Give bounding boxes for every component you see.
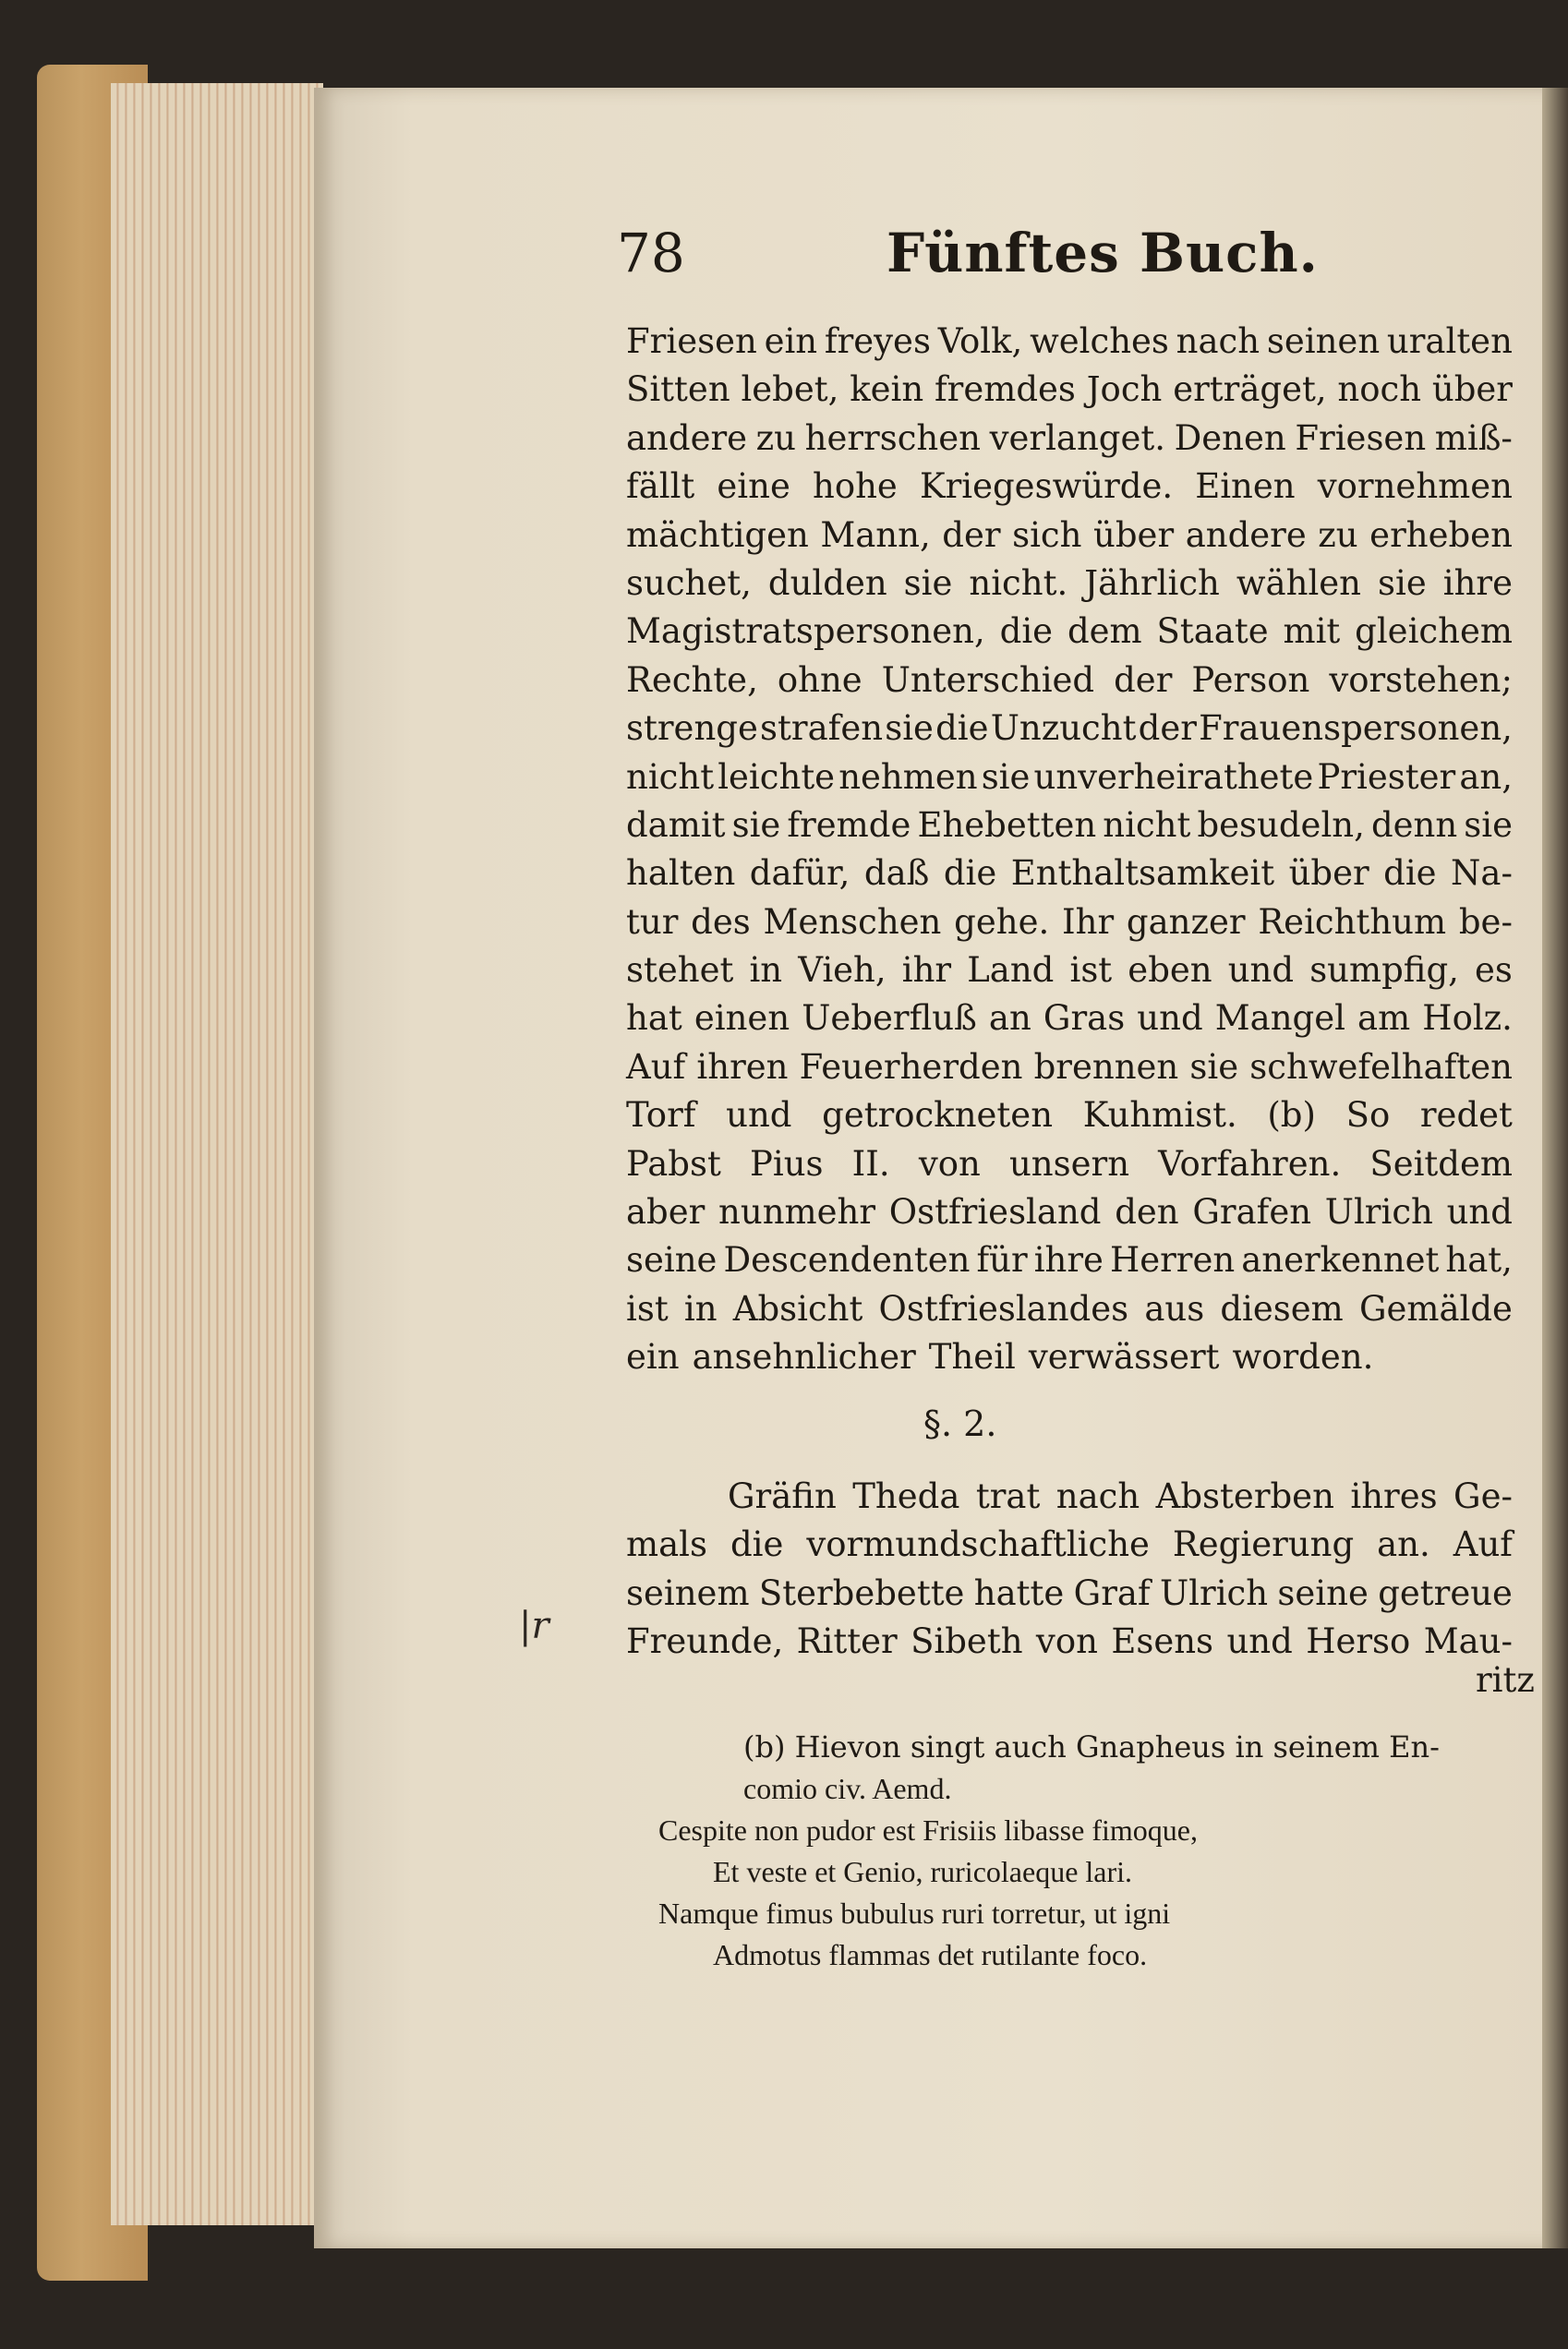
- text-line: [626, 1140, 1513, 1188]
- word: worden.: [1232, 1337, 1374, 1378]
- word: suchet,: [626, 562, 752, 603]
- word: nehmen: [838, 756, 978, 797]
- word: sie: [1464, 804, 1513, 845]
- word: vornehmen: [1317, 466, 1513, 507]
- word: strenge: [626, 708, 758, 749]
- text-line: [626, 801, 1513, 849]
- word: welches: [1030, 321, 1169, 361]
- word: Ulrich: [1159, 1572, 1269, 1613]
- paragraph-2: [626, 1473, 1513, 1667]
- word: lebet,: [741, 369, 839, 410]
- word: erheben: [1369, 514, 1513, 555]
- handwritten-margin-note: |r: [519, 1605, 549, 1647]
- word: hat: [626, 998, 682, 1039]
- word: gleichem: [1355, 611, 1513, 652]
- word: eben: [1128, 950, 1212, 991]
- page-gutter-shadow: [1542, 88, 1568, 2248]
- word: fremde: [787, 804, 911, 845]
- text-line: [626, 366, 1513, 414]
- word: be-: [1458, 901, 1513, 942]
- text-line: [626, 463, 1513, 511]
- word: mals: [626, 1524, 707, 1565]
- word: Pius: [749, 1143, 824, 1184]
- word: Freunde,: [626, 1621, 784, 1662]
- text-line: [626, 1043, 1513, 1091]
- word: andere: [1185, 514, 1307, 555]
- word: uralten: [1386, 321, 1513, 361]
- word: nach: [1176, 321, 1260, 361]
- word: Theil: [928, 1337, 1016, 1378]
- word: ohne: [777, 659, 862, 700]
- word: trat: [975, 1476, 1041, 1516]
- word: Magistratspersonen,: [626, 611, 985, 652]
- word: tur: [626, 901, 679, 942]
- word: Kuhmist.: [1082, 1095, 1237, 1136]
- word: der: [1138, 708, 1197, 749]
- text-line: [626, 318, 1513, 366]
- word: ihre: [1442, 562, 1513, 603]
- word: herrschen: [804, 417, 981, 458]
- text-line: [626, 1618, 1513, 1666]
- word: für: [976, 1240, 1028, 1281]
- word: stehet: [626, 950, 734, 991]
- word: Vorfahren.: [1158, 1143, 1342, 1184]
- word: Friesen: [626, 321, 757, 361]
- word: Graf: [1073, 1572, 1151, 1613]
- word: Regierung: [1172, 1524, 1355, 1565]
- word: der: [942, 514, 1001, 555]
- word: halten: [626, 853, 736, 894]
- page-stack-edges: [111, 83, 323, 2225]
- word: Ehebetten: [917, 804, 1097, 845]
- word: hatte: [973, 1572, 1065, 1613]
- word: Person: [1191, 659, 1310, 700]
- word: (b): [1267, 1095, 1316, 1136]
- text-line: [626, 705, 1513, 753]
- word: unverheirathete: [1033, 756, 1314, 797]
- word: die: [1383, 853, 1437, 894]
- word: Gemälde: [1358, 1288, 1513, 1329]
- word: Absicht: [732, 1288, 863, 1329]
- word: sumpfig,: [1309, 950, 1459, 991]
- word: Unzucht: [990, 708, 1137, 749]
- word: Pabst: [626, 1143, 721, 1184]
- footnote-line: (b) Hievon singt auch Gnapheus in seinem En-: [743, 1729, 1440, 1765]
- word: nunmehr: [718, 1192, 876, 1233]
- word: über: [1431, 369, 1513, 410]
- word: dem: [1067, 611, 1142, 652]
- word: Jährlich: [1084, 562, 1220, 603]
- word: nicht.: [969, 562, 1068, 603]
- word: leichte: [718, 756, 836, 797]
- word: Ulrich: [1324, 1192, 1433, 1233]
- word: Gras: [1043, 998, 1126, 1039]
- text-line: [626, 657, 1513, 705]
- word: hohe: [812, 466, 898, 507]
- word: an,: [1459, 756, 1513, 797]
- word: und: [1446, 1192, 1513, 1233]
- footnote-verse-line: Cespite non pudor est Frisiis libasse fimoque,: [658, 1813, 1198, 1847]
- word: aus: [1144, 1288, 1205, 1329]
- word: über: [1288, 853, 1369, 894]
- word: erträget,: [1173, 369, 1327, 410]
- footnote-verse-line: Admotus flammas det rutilante foco.: [713, 1938, 1148, 1971]
- word: Feuerherden: [799, 1046, 1023, 1087]
- word: ganzer: [1126, 901, 1246, 942]
- word: die: [935, 708, 989, 749]
- word: verlanget.: [989, 417, 1166, 458]
- word: Unterschied: [881, 659, 1095, 700]
- word: getrockneten: [822, 1095, 1054, 1136]
- word: Menschen: [763, 901, 942, 942]
- word: ihres: [1350, 1476, 1438, 1516]
- word: Mann,: [820, 514, 931, 555]
- word: andere: [626, 417, 748, 458]
- word: an.: [1377, 1524, 1430, 1565]
- text-line: [626, 1473, 1513, 1521]
- word: Seitdem: [1369, 1143, 1513, 1184]
- word: redet: [1419, 1095, 1513, 1136]
- word: anerkennet: [1241, 1240, 1440, 1281]
- footnote-line: comio civ. Aemd.: [743, 1772, 952, 1805]
- word: Mau-: [1423, 1621, 1513, 1662]
- text-line: [626, 753, 1513, 801]
- word: Holz.: [1422, 998, 1513, 1039]
- word: diesem: [1220, 1288, 1344, 1329]
- word: Staate: [1156, 611, 1269, 652]
- word: miß-: [1434, 417, 1513, 458]
- section-mark: §. 2.: [923, 1403, 997, 1444]
- footnote-verse-line: Et veste et Genio, ruricolaeque lari.: [713, 1855, 1133, 1888]
- word: Torf: [626, 1095, 696, 1136]
- word: Kriegeswürde.: [919, 466, 1174, 507]
- word: in: [683, 1288, 718, 1329]
- text-line: [626, 994, 1513, 1042]
- word: Ueberfluß: [802, 998, 977, 1039]
- word: und: [726, 1095, 792, 1136]
- word: und: [1227, 950, 1295, 991]
- word: ihr: [901, 950, 952, 991]
- word: sie: [731, 804, 781, 845]
- word: Esens: [1111, 1621, 1214, 1662]
- word: nicht: [1103, 804, 1191, 845]
- word: ansehnlicher: [692, 1337, 916, 1378]
- word: vormundschaftliche: [806, 1524, 1150, 1565]
- word: ein: [626, 1337, 680, 1378]
- word: Volk,: [937, 321, 1023, 361]
- word: seinem: [626, 1572, 750, 1613]
- word: ein: [764, 321, 818, 361]
- word: Joch: [1086, 369, 1163, 410]
- word: Friesen: [1295, 417, 1427, 458]
- running-head: Fünftes Buch.: [887, 222, 1319, 284]
- word: unsern: [1008, 1143, 1130, 1184]
- word: getreue: [1378, 1572, 1513, 1613]
- word: Einen: [1195, 466, 1296, 507]
- word: ihren: [696, 1046, 789, 1087]
- word: hat,: [1445, 1240, 1513, 1281]
- word: einen: [694, 998, 790, 1039]
- word: der: [1114, 659, 1173, 700]
- word: daß: [863, 853, 930, 894]
- word: verwässert: [1028, 1337, 1220, 1378]
- word: Na-: [1451, 853, 1513, 894]
- word: dafür,: [749, 853, 850, 894]
- text-line: [626, 946, 1513, 994]
- word: dulden: [767, 562, 887, 603]
- word: vorstehen;: [1329, 659, 1513, 700]
- word: Herso: [1306, 1621, 1411, 1662]
- word: Descendenten: [723, 1240, 971, 1281]
- word: strafen: [760, 708, 884, 749]
- word: in: [749, 950, 783, 991]
- word: Enthaltsamkeit: [1010, 853, 1275, 894]
- word: Denen: [1174, 417, 1286, 458]
- word: und: [1226, 1621, 1293, 1662]
- text-line: [626, 560, 1513, 608]
- word: am: [1357, 998, 1411, 1039]
- word: von: [918, 1143, 981, 1184]
- word: noch: [1337, 369, 1422, 410]
- word: So: [1345, 1095, 1391, 1136]
- page-number: 78: [617, 222, 685, 284]
- word: Grafen: [1192, 1192, 1312, 1233]
- word: denn: [1370, 804, 1458, 845]
- text-line: [626, 898, 1513, 946]
- word: Vieh,: [798, 950, 887, 991]
- text-line: [626, 608, 1513, 656]
- word: über: [1093, 514, 1175, 555]
- text-line: [626, 1333, 1513, 1381]
- word: sich: [1012, 514, 1082, 555]
- word: Absterben: [1155, 1476, 1334, 1516]
- word: Herren: [1109, 1240, 1236, 1281]
- text-line: [626, 1570, 1513, 1618]
- word: nicht: [626, 756, 715, 797]
- word: nach: [1055, 1476, 1140, 1516]
- word: Reichthum: [1258, 901, 1447, 942]
- word: sie: [981, 756, 1031, 797]
- word: II.: [851, 1143, 890, 1184]
- word: seine: [1277, 1572, 1369, 1613]
- word: Ritter: [796, 1621, 898, 1662]
- word: Sitten: [626, 369, 730, 410]
- word: freyes: [824, 321, 931, 361]
- word: wählen: [1236, 562, 1362, 603]
- word: des: [691, 901, 751, 942]
- word: Frauenspersonen,: [1199, 708, 1513, 749]
- word: fremdes: [934, 369, 1076, 410]
- word: sie: [1378, 562, 1427, 603]
- word: Land: [967, 950, 1055, 991]
- word: Auf: [1453, 1524, 1513, 1565]
- word: seinen: [1266, 321, 1381, 361]
- footnote: [628, 1727, 1487, 1976]
- word: Mangel: [1214, 998, 1345, 1039]
- word: die: [943, 853, 997, 894]
- catchword: ritz: [1476, 1660, 1535, 1700]
- word: Rechte,: [626, 659, 758, 700]
- text-line: [626, 1521, 1513, 1569]
- word: die: [730, 1524, 784, 1565]
- word: sie: [1189, 1046, 1239, 1087]
- word: aber: [626, 1192, 706, 1233]
- word: Theda: [852, 1476, 960, 1516]
- text-line: [626, 1236, 1513, 1284]
- word: Ostfrieslandes: [878, 1288, 1129, 1329]
- text-line: [626, 1285, 1513, 1333]
- word: schwefelhaften: [1249, 1046, 1513, 1087]
- word: sie: [885, 708, 934, 749]
- word: den: [1115, 1192, 1179, 1233]
- word: fällt: [626, 466, 695, 507]
- word: an: [988, 998, 1031, 1039]
- word: ihre: [1033, 1240, 1104, 1281]
- word: Auf: [626, 1046, 686, 1087]
- paragraph-1: [626, 318, 1513, 1382]
- word: Gräfin: [728, 1476, 837, 1516]
- footnote-verse-line: Namque fimus bubulus ruri torretur, ut igni: [658, 1897, 1171, 1930]
- word: Ge-: [1453, 1476, 1513, 1516]
- word: zu: [755, 417, 796, 458]
- word: eine: [717, 466, 790, 507]
- word: mit: [1283, 611, 1341, 652]
- word: Ostfriesland: [888, 1192, 1102, 1233]
- text-line: [626, 512, 1513, 560]
- text-line: [626, 415, 1513, 463]
- word: Ihr: [1062, 901, 1115, 942]
- word: die: [999, 611, 1054, 652]
- word: zu: [1318, 514, 1358, 555]
- text-line: [626, 1188, 1513, 1236]
- word: es: [1475, 950, 1513, 991]
- word: ist: [1069, 950, 1113, 991]
- word: brennen: [1033, 1046, 1179, 1087]
- word: sie: [903, 562, 953, 603]
- word: und: [1137, 998, 1203, 1039]
- text-line: [626, 1091, 1513, 1139]
- word: gehe.: [954, 901, 1050, 942]
- word: kein: [850, 369, 924, 410]
- word: Sibeth: [911, 1621, 1023, 1662]
- word: damit: [626, 804, 726, 845]
- word: Sterbebette: [758, 1572, 965, 1613]
- word: mächtigen: [626, 514, 809, 555]
- text-line: [626, 849, 1513, 897]
- word: besudeln,: [1197, 804, 1365, 845]
- word: ist: [626, 1288, 669, 1329]
- word: von: [1035, 1621, 1098, 1662]
- word: Priester: [1317, 756, 1456, 797]
- word: seine: [626, 1240, 718, 1281]
